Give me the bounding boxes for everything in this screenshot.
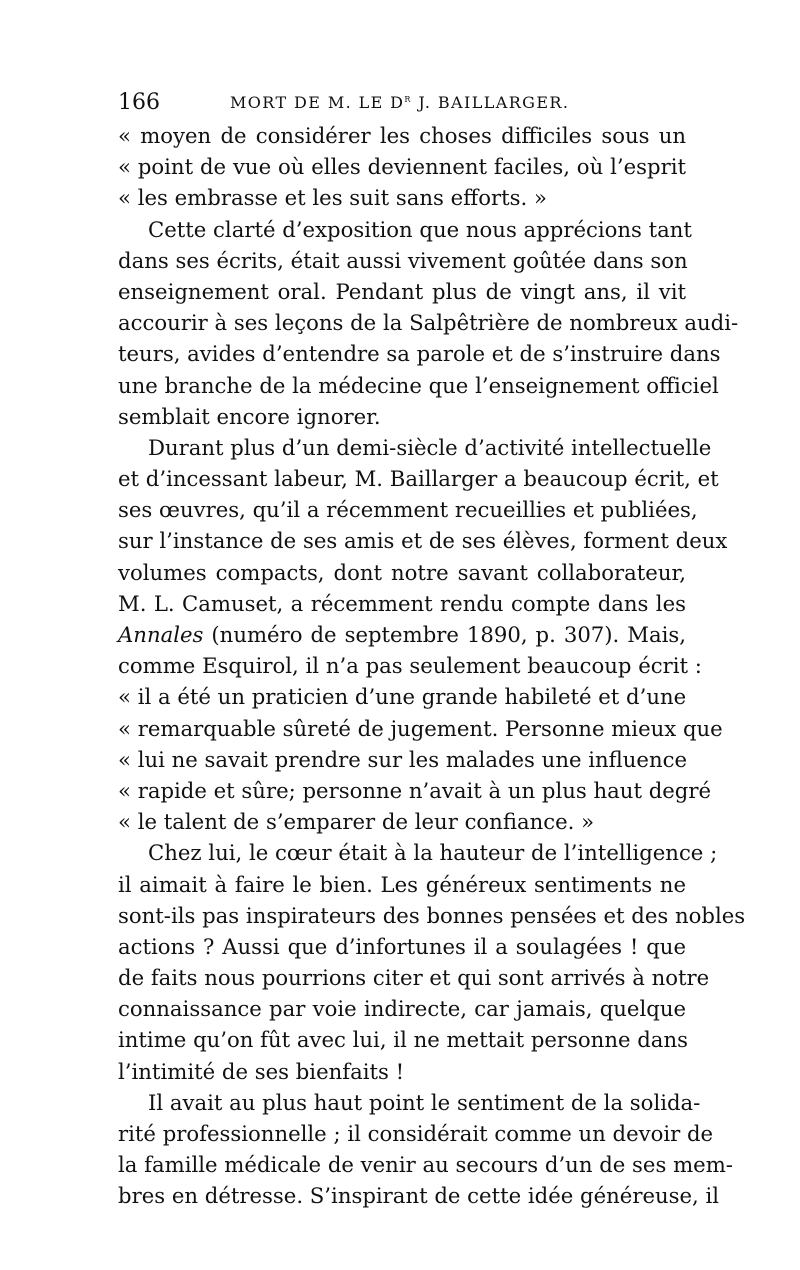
text-line: l’intimité de ses bienfaits !: [118, 1058, 405, 1084]
text-line: intime qu’on fût avec lui, il ne mettait personne dans: [118, 1027, 688, 1053]
running-title: [230, 86, 569, 120]
text-line: une branche de la médecine que l’enseignement officiel: [118, 372, 719, 398]
text-line: « les embrasse et les suit sans efforts. »: [118, 185, 547, 211]
text-line: actions ? Aussi que d’infortunes il a soulagées ! que: [118, 933, 686, 959]
journal-title: Annales: [118, 622, 204, 647]
book-page: [118, 86, 746, 1212]
text-line: M. L. Camuset, a récemment rendu compte dans les: [118, 590, 686, 616]
page-header: [118, 86, 686, 120]
text-line: Chez lui, le cœur était à la hauteur de l’intelligence ;: [148, 840, 718, 866]
text-line-rest: (numéro de septembre 1890, p. 307). Mais,: [203, 622, 686, 647]
text-line: de faits nous pourrions citer et qui sont arrivés à notre: [118, 965, 710, 991]
text-line: rité professionnelle ; il considérait comme un devoir de: [118, 1121, 714, 1146]
text-line: sont-ils pas inspirateurs des bonnes pensées et des nobles: [118, 902, 746, 928]
text-line: « lui ne savait prendre sur les malades une influence: [118, 746, 688, 772]
running-title-part-1: MORT DE M. LE D: [230, 93, 405, 112]
body-text: [118, 120, 746, 1212]
text-line: et d’incessant labeur, M. Baillarger a beaucoup écrit, et: [118, 466, 719, 492]
text-line: « moyen de considérer les choses difficiles sous un: [118, 123, 686, 148]
text-line: « il a été un praticien d’une grande habileté et d’une: [118, 684, 687, 710]
text-line: semblait encore ignorer.: [118, 403, 381, 429]
text-line: ses œuvres, qu’il a récemment recueillies et publiées,: [118, 497, 698, 523]
text-line: « rapide et sûre; personne n’avait à un plus haut degré: [118, 777, 712, 803]
text-line: dans ses écrits, était aussi vivement goûtée dans son: [118, 247, 688, 273]
text-line: enseignement oral. Pendant plus de vingt ans, il vit: [118, 278, 686, 304]
text-line: connaissance par voie indirecte, car jamais, quelque: [118, 996, 686, 1022]
text-line: « point de vue où elles deviennent faciles, où l’esprit: [118, 154, 686, 180]
text-line: « le talent de s’emparer de leur confiance. »: [118, 809, 595, 835]
text-line: Cette clarté d’exposition que nous apprécions tant: [148, 216, 692, 242]
text-line: il aimait à faire le bien. Les généreux sentiments ne: [118, 871, 686, 897]
text-line: la famille médicale de venir au secours d’un de ses mem-: [118, 1152, 733, 1178]
text-line: teurs, avides d’entendre sa parole et de s’instruire dans: [118, 341, 721, 367]
text-line: volumes compacts, dont notre savant collaborateur,: [118, 559, 686, 585]
text-line: accourir à ses leçons de la Salpêtrière de nombreux audi-: [118, 310, 739, 336]
text-line: « remarquable sûreté de jugement. Personne mieux que: [118, 715, 723, 741]
text-line: [118, 619, 686, 650]
text-line: comme Esquirol, il n’a pas seulement beaucoup écrit :: [118, 653, 702, 679]
text-line: sur l’instance de ses amis et de ses élèves, forment deux: [118, 528, 728, 554]
text-line: Il avait au plus haut point le sentiment de la solida-: [148, 1089, 701, 1115]
text-line: Durant plus d’un demi-siècle d’activité intellectuelle: [148, 434, 712, 460]
running-title-part-2: J. BAILLARGER.: [411, 93, 570, 112]
text-line: bres en détresse. S’inspirant de cette idée généreuse, il: [118, 1183, 720, 1209]
running-title-superscript: r: [404, 92, 412, 105]
page-number: 166: [118, 90, 160, 115]
